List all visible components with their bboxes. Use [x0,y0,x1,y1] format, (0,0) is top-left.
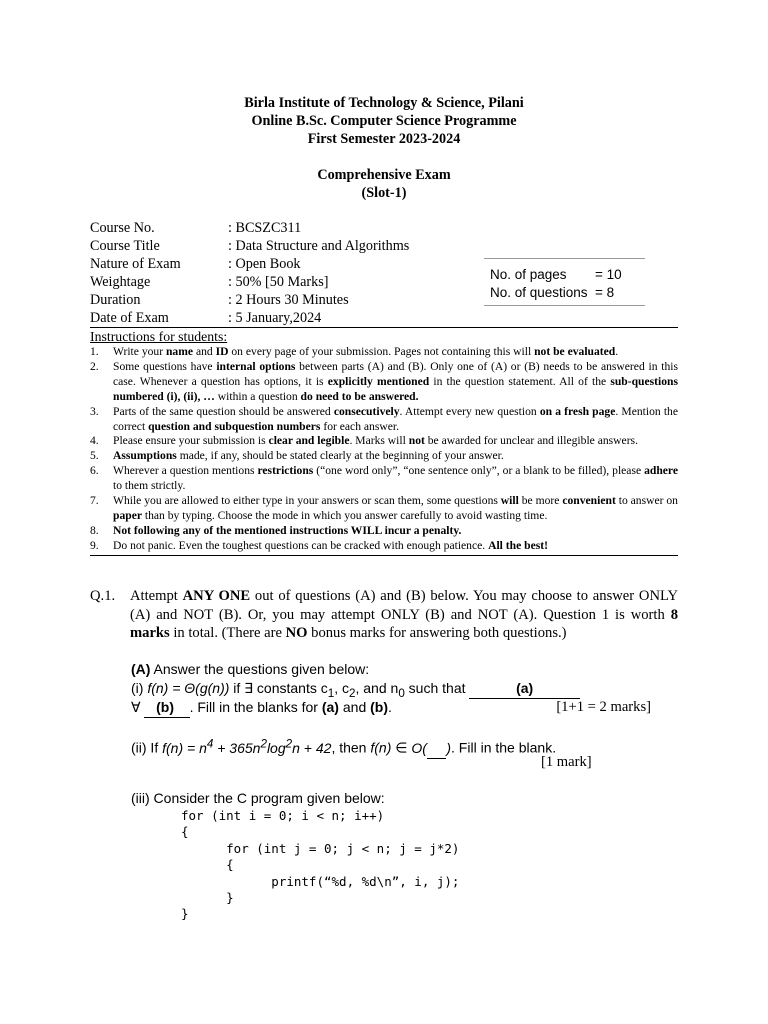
detail-label: Duration [90,292,141,308]
question-1 [90,587,678,643]
instruction-number: 3. [90,404,99,418]
instruction-text: Not following any of the mentioned instructions WILL incur a penalty. [113,523,462,537]
detail-value: : 50% [50 Marks] [228,274,329,290]
instructions-list [90,345,678,554]
subq-iii: (iii) Consider the C program given below: [131,790,385,806]
instructions [90,327,678,556]
detail-value: : BCSZC311 [228,220,302,236]
programme-name: Online B.Sc. Computer Science Programme [251,113,517,129]
instruction-number: 8. [90,523,99,537]
part-a-heading [131,660,369,679]
course-detail-row [90,273,409,291]
course-details [90,219,409,327]
detail-label: Course Title [90,238,160,254]
instruction-text: Wherever a question mentions restrictions (“one word only”, “one sentence only”, or a blank to be filled), please adhere to them strictly. [113,464,678,493]
instruction-text: Assumptions made, if any, should be stated clearly at the beginning of your answer. [113,449,504,463]
c-program-code: for (int i = 0; i < n; i++) { for (int j = 0; j < n; j = j*2) { printf(“%d, %d\n”, i, j); } } [181,808,460,922]
instruction-item [90,345,678,360]
instruction-number: 5. [90,449,99,463]
semester: First Semester 2023-2024 [307,131,461,147]
instruction-number: 4. [90,434,99,448]
detail-label: Weightage [90,274,151,290]
pages-label: No. of pages [490,267,567,282]
detail-value: : 5 January,2024 [228,310,322,326]
subq-i-line2 [131,698,651,718]
question-intro: Attempt ANY ONE out of questions (A) and (B) below. You may choose to answer ONLY (A) and NOT (B). Or, you may attempt ONLY (B) and NOT (A). Question 1 is worth 8 marks in total. (There are NO bonus marks for answering both questions.) [130,588,678,641]
instruction-number: 2. [90,359,99,373]
instruction-number: 9. [90,538,99,552]
detail-label: Course No. [90,220,155,236]
instruction-item [90,464,678,494]
course-detail-row [90,255,409,273]
instruction-text: Do not panic. Even the toughest questions can be cracked with enough patience. All the best! [113,538,548,552]
part-a-text: Answer the questions given below: [150,661,370,677]
part-a-label: (A) [131,661,151,677]
detail-label: Date of Exam [90,310,169,326]
subq-i-marks: [1+1 = 2 marks] [556,699,651,715]
question-number: Q.1. [90,588,116,604]
subq-ii: (ii) If $f(n) = n^4 + 365n^2\log^2n + 42$, then f(n) ∈ O( ). Fill in the blank. [131,734,556,759]
subq-i-line1: (i) f(n) = Θ(g(n)) if ∃ constants $c_1$, $c_2$, and $n_0$ such that (a) [131,680,580,700]
instructions-title: Instructions for students: [90,329,228,344]
instruction-text: Write your name and ID on every page of your submission. Pages not containing this will not be evaluated. [113,345,619,358]
instruction-item [90,494,678,524]
questions-value: = 8 [595,285,615,300]
detail-value: : 2 Hours 30 Minutes [228,292,349,308]
instruction-item [90,524,678,539]
instruction-text: While you are allowed to either type in your answers or scan them, some questions will be more convenient to answer on paper than by typing. Choose the mode in which you answer carefully to avoid wasting time. [113,494,678,522]
instruction-number: 6. [90,464,99,478]
detail-label: Nature of Exam [90,256,181,272]
questions-label: No. of questions [490,285,588,300]
instruction-item [90,360,678,405]
course-detail-row [90,237,409,255]
course-detail-row [90,291,409,309]
instruction-text: Please ensure your submission is clear and legible. Marks will not be awarded for unclear and illegible answers. [113,434,638,448]
instruction-text: Parts of the same question should be answered consecutively. Attempt every new question on a fresh page. Mention the correct question and subquestion numbers for each answer. [113,404,678,433]
subq-i-text: ∀ (b) . Fill in the blanks for (a) and (b). [131,699,392,715]
instruction-item [90,434,678,449]
course-detail-row [90,219,409,237]
institute-name: Birla Institute of Technology & Science, Pilani [244,95,524,111]
instruction-number: 1. [90,345,99,358]
exam-slot: (Slot-1) [361,185,407,201]
instruction-item [90,449,678,464]
instruction-text: Some questions have internal options between parts (A) and (B). Only one of (A) or (B) needs to be answered in this case. Whenever a question has options, it is explicitly mentioned in the question statement. All of the sub-questions numbered (i), (ii), … within a question do need to be answered. [113,359,678,403]
exam-title: Comprehensive Exam [317,167,451,183]
pages-value: = 10 [595,267,622,282]
exam-header [0,94,768,202]
instruction-number: 7. [90,494,99,508]
instruction-item [90,405,678,435]
instruction-item [90,539,678,554]
detail-value: : Data Structure and Algorithms [228,238,410,254]
subq-ii-marks: [1 mark] [541,754,592,770]
detail-value: : Open Book [228,256,301,272]
pages-questions-box [484,258,645,306]
course-detail-row [90,309,409,327]
